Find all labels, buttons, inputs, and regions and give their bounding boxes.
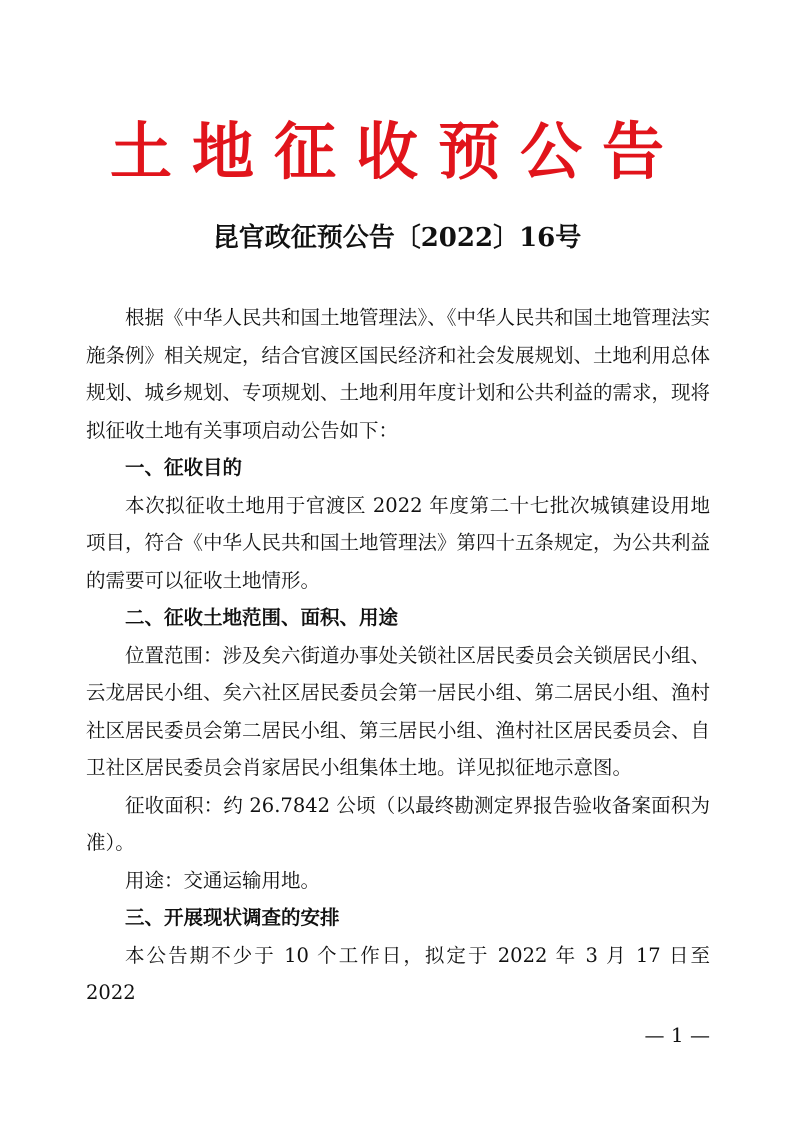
section-2-heading: 二、征收土地范围、面积、用途	[125, 606, 399, 629]
document-body	[86, 299, 710, 1012]
page-number: — 1 —	[644, 1023, 710, 1047]
section-2-area: 征收面积：约 26.7842 公顷（以最终勘测定界报告验收备案面积为准）。	[86, 793, 710, 854]
section-2-location: 位置范围：涉及矣六街道办事处关锁社区居民委员会关锁居民小组、云龙居民小组、矣六社区居民委员会第一居民小组、第二居民小组、渔村社区居民委员会第二居民小组、第三居民小组、渔村社区居民委员会、自卫社区居民委员会肖家居民小组集体土地。详见拟征地示意图。	[86, 643, 711, 779]
section-3-text: 本公告期不少于 10 个工作日，拟定于 2022 年 3 月 17 日至 2022	[86, 943, 710, 1004]
document-title: 土地征收预公告	[109, 115, 684, 188]
section-3-heading: 三、开展现状调查的安排	[125, 906, 340, 929]
section-1-text: 本次拟征收土地用于官渡区 2022 年度第二十七批次城镇建设用地项目，符合《中华人民共和国土地管理法》第四十五条规定，为公共利益的需要可以征收土地情形。	[86, 493, 711, 592]
section-2-usage: 用途：交通运输用地。	[125, 868, 321, 892]
document-number: 昆官政征预公告〔2022〕16号	[212, 223, 582, 253]
section-1-heading: 一、征收目的	[125, 456, 243, 479]
intro-paragraph: 根据《中华人民共和国土地管理法》、《中华人民共和国土地管理法实施条例》相关规定，结合官渡区国民经济和社会发展规划、土地利用总体规划、城乡规划、专项规划、土地利用年度计划和公共利益的需求，现将拟征收土地有关事项启动公告如下：	[86, 306, 711, 442]
